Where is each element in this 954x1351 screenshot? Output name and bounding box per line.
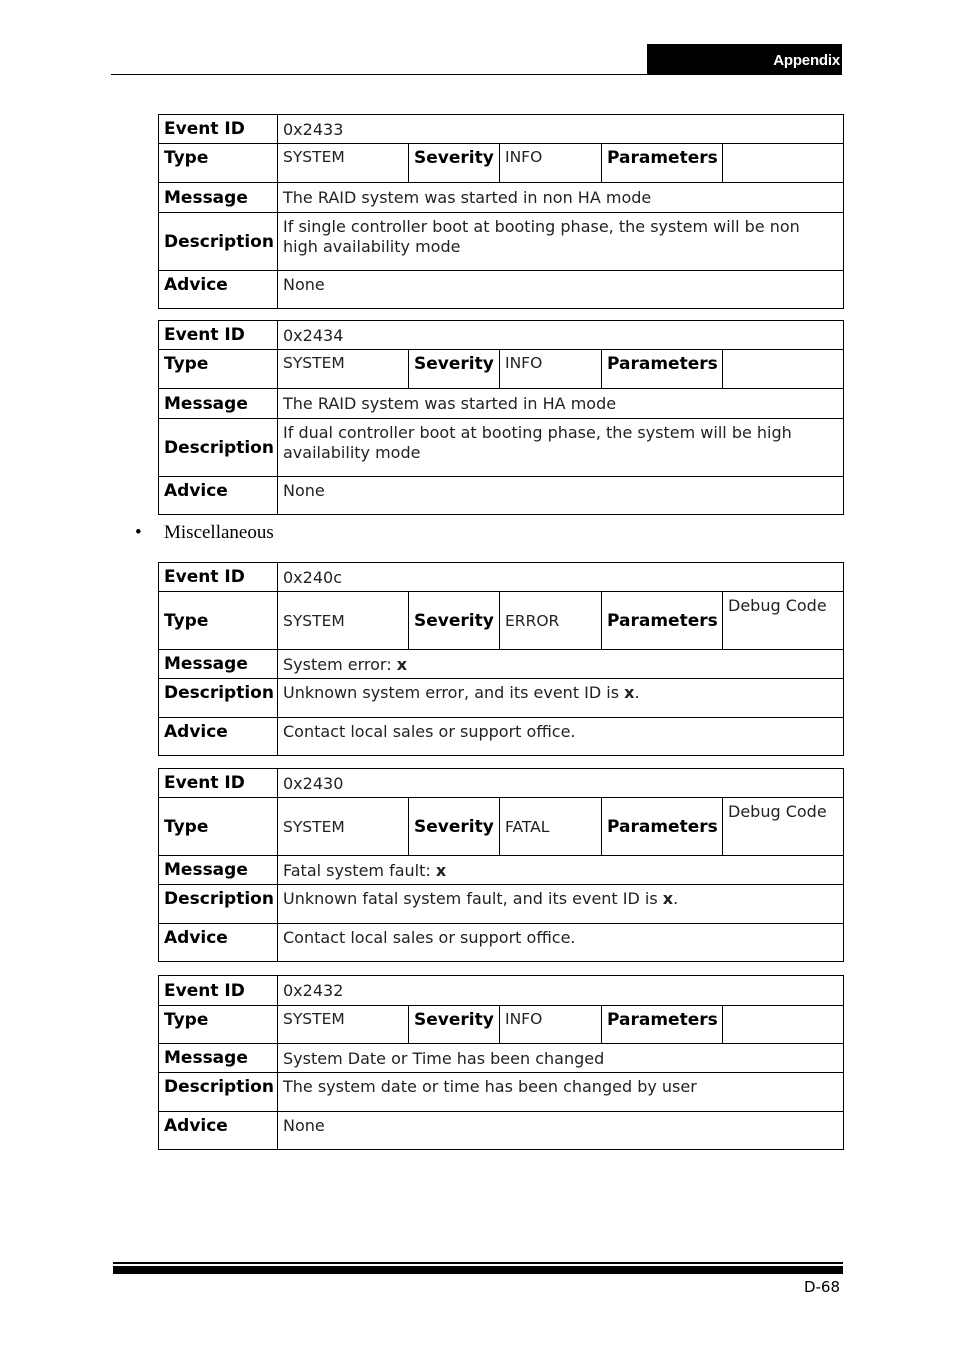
parameters-value: Debug Code [723, 592, 844, 650]
advice-value: None [278, 1112, 844, 1150]
description-label: Description [159, 213, 278, 271]
event-table [158, 114, 844, 309]
description-value [278, 885, 844, 924]
header-rule [111, 74, 647, 75]
type-label: Type [159, 1006, 278, 1044]
severity-label: Severity [409, 350, 500, 389]
event-id-label: Event ID [159, 976, 278, 1006]
footer-rule-thin [113, 1262, 843, 1264]
section-header [647, 44, 842, 75]
severity-value: INFO [500, 1006, 602, 1044]
section-header-title: Appendix [773, 52, 840, 69]
advice-label: Advice [159, 477, 278, 515]
message-label: Message [159, 389, 278, 419]
severity-label: Severity [409, 144, 500, 183]
parameters-label: Parameters [602, 144, 723, 183]
message-variable: x [396, 654, 408, 674]
event-table [158, 768, 844, 962]
description-label: Description [159, 679, 278, 718]
description-text: Unknown system error, and its event ID is [283, 683, 625, 702]
type-value: SYSTEM [278, 350, 409, 389]
event-id-value: 0x2433 [278, 115, 844, 144]
parameters-value [723, 350, 844, 389]
severity-label: Severity [409, 1006, 500, 1044]
advice-label: Advice [159, 271, 278, 309]
parameters-value [723, 144, 844, 183]
description-text: Unknown fatal system fault, and its event ID is [283, 889, 663, 908]
description-label: Description [159, 885, 278, 924]
message-value: The RAID system was started in non HA mode [278, 183, 844, 213]
type-value: SYSTEM [278, 1006, 409, 1044]
parameters-label: Parameters [602, 592, 723, 650]
advice-value: None [278, 271, 844, 309]
bullet-dot: • [135, 522, 142, 543]
footer-rule-thick [113, 1266, 843, 1274]
message-value [278, 650, 844, 679]
message-value [278, 856, 844, 885]
type-label: Type [159, 144, 278, 183]
severity-label: Severity [409, 798, 500, 856]
message-label: Message [159, 1044, 278, 1073]
message-label: Message [159, 856, 278, 885]
event-table [158, 562, 844, 756]
description-value [278, 679, 844, 718]
type-label: Type [159, 798, 278, 856]
message-text: Fatal system fault: [283, 860, 436, 880]
advice-label: Advice [159, 924, 278, 962]
event-id-label: Event ID [159, 769, 278, 798]
event-id-label: Event ID [159, 563, 278, 592]
type-value: SYSTEM [278, 592, 409, 650]
severity-label: Severity [409, 592, 500, 650]
type-label: Type [159, 592, 278, 650]
description-label: Description [159, 1073, 278, 1112]
parameters-label: Parameters [602, 798, 723, 856]
message-text: System error: [283, 654, 397, 674]
description-value: If single controller boot at booting phase, the system will be non high availability mode [278, 213, 844, 271]
event-id-value: 0x2434 [278, 321, 844, 350]
event-id-value: 0x2432 [278, 976, 844, 1006]
message-variable: x [435, 860, 447, 880]
parameters-value [723, 1006, 844, 1044]
event-id-value: 0x2430 [278, 769, 844, 798]
message-label: Message [159, 650, 278, 679]
event-table [158, 975, 844, 1150]
message-value: The RAID system was started in HA mode [278, 389, 844, 419]
page-number: D-68 [803, 1278, 840, 1296]
event-id-label: Event ID [159, 115, 278, 144]
severity-value: INFO [500, 350, 602, 389]
bullet-text: Miscellaneous [164, 522, 274, 543]
parameters-label: Parameters [602, 350, 723, 389]
description-value: The system date or time has been changed by user [278, 1073, 844, 1112]
event-id-value: 0x240c [278, 563, 844, 592]
advice-label: Advice [159, 1112, 278, 1150]
description-suffix: . [673, 889, 679, 908]
bullet-item [135, 522, 274, 544]
advice-label: Advice [159, 718, 278, 756]
severity-value: INFO [500, 144, 602, 183]
description-suffix: . [634, 683, 640, 702]
description-variable: x [662, 889, 674, 908]
advice-value: None [278, 477, 844, 515]
description-variable: x [624, 683, 635, 702]
severity-value: FATAL [500, 798, 602, 856]
advice-value: Contact local sales or support office. [278, 718, 844, 756]
type-label: Type [159, 350, 278, 389]
parameters-label: Parameters [602, 1006, 723, 1044]
advice-value: Contact local sales or support office. [278, 924, 844, 962]
type-value: SYSTEM [278, 798, 409, 856]
type-value: SYSTEM [278, 144, 409, 183]
event-table [158, 320, 844, 515]
message-value: System Date or Time has been changed [278, 1044, 844, 1073]
severity-value: ERROR [500, 592, 602, 650]
description-label: Description [159, 419, 278, 477]
event-id-label: Event ID [159, 321, 278, 350]
description-value: If dual controller boot at booting phase, the system will be high availability mode [278, 419, 844, 477]
parameters-value: Debug Code [723, 798, 844, 856]
message-label: Message [159, 183, 278, 213]
